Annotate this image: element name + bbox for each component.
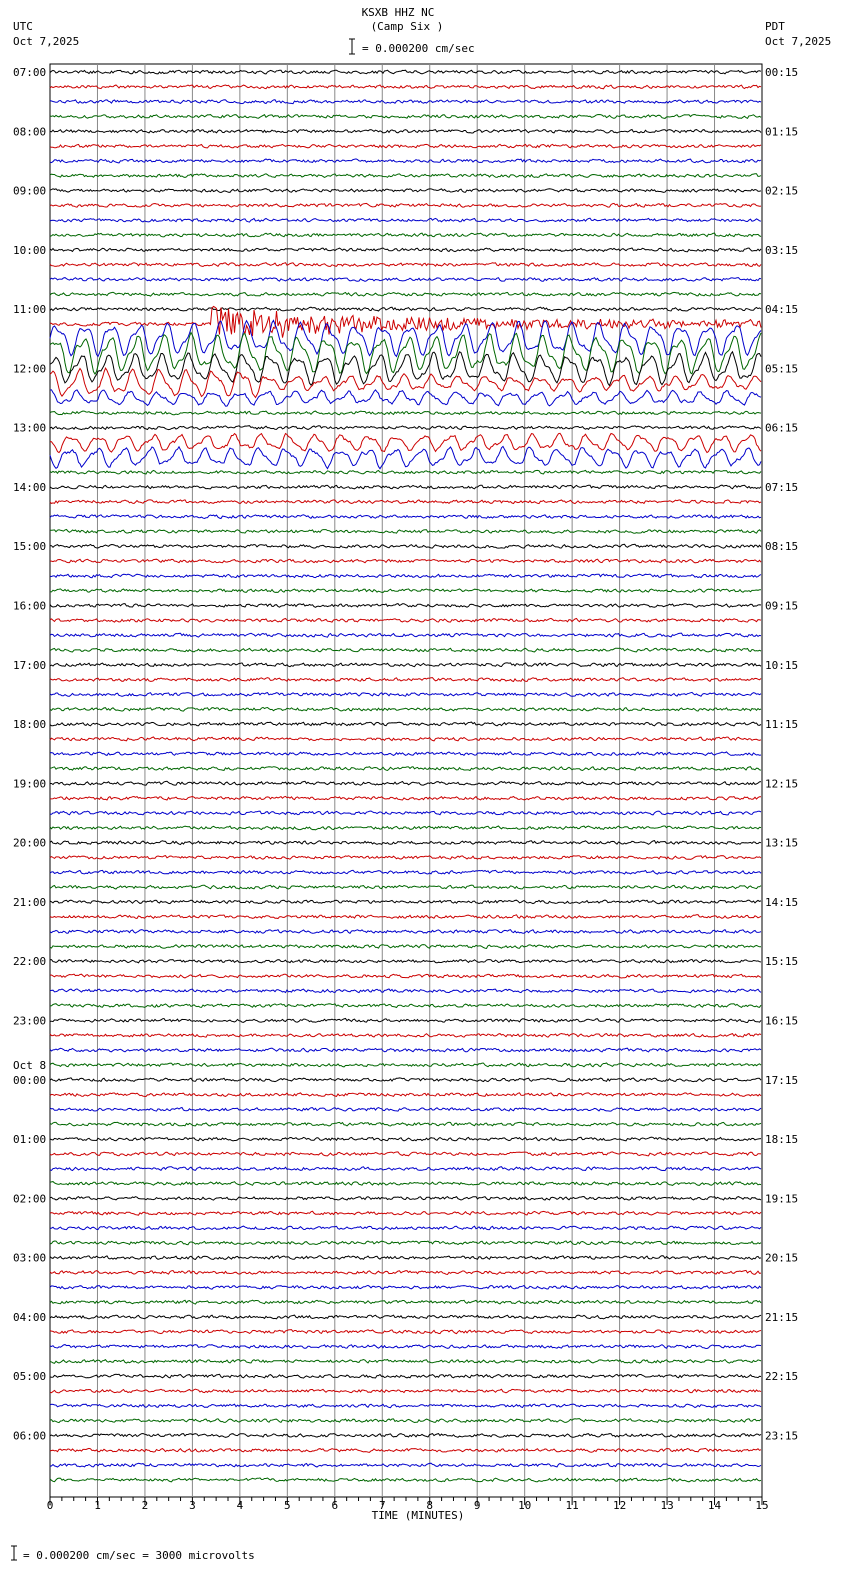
x-tick-label: 2 — [141, 1499, 149, 1512]
seismic-trace — [50, 1122, 761, 1126]
seismic-trace — [50, 1093, 761, 1097]
seismic-trace — [50, 722, 761, 726]
plot-frame — [50, 64, 762, 1497]
seismic-trace — [50, 233, 761, 237]
x-tick-label: 7 — [378, 1499, 386, 1512]
seismic-trace — [50, 737, 761, 741]
seismic-trace — [50, 781, 761, 785]
pdt-hour-label: 01:15 — [765, 125, 799, 139]
date-change-label: Oct 8 — [13, 1058, 47, 1072]
seismic-trace — [50, 1374, 761, 1378]
seismic-trace — [50, 1152, 761, 1156]
left-timezone-label: UTC — [13, 20, 33, 33]
pdt-hour-label: 08:15 — [765, 540, 799, 554]
utc-hour-label: 11:00 — [13, 303, 47, 317]
pdt-hour-label: 18:15 — [765, 1133, 799, 1146]
pdt-hour-label: 02:15 — [765, 184, 799, 198]
pdt-hour-label: 07:15 — [765, 481, 799, 494]
seismic-trace — [50, 1167, 761, 1171]
pdt-hour-label: 19:15 — [765, 1192, 799, 1206]
x-tick-label: 0 — [46, 1499, 54, 1512]
utc-hour-label: 14:00 — [13, 481, 47, 494]
utc-hour-label: 04:00 — [13, 1310, 47, 1324]
pdt-hour-label: 20:15 — [765, 1251, 799, 1265]
seismic-trace — [50, 426, 761, 430]
utc-hour-label: 05:00 — [13, 1370, 47, 1384]
seismic-trace — [50, 1315, 761, 1319]
seismic-trace — [50, 1137, 761, 1141]
pdt-hour-label: 15:15 — [765, 955, 799, 969]
seismic-trace — [50, 1330, 761, 1334]
utc-hour-label: 17:00 — [13, 658, 47, 672]
seismic-trace — [50, 174, 761, 178]
seismic-trace — [50, 100, 761, 104]
seismic-trace — [50, 500, 761, 504]
seismic-trace — [50, 278, 761, 282]
utc-hour-label: 22:00 — [13, 955, 47, 969]
station-title: KSXB HHZ NC — [361, 6, 435, 19]
seismic-trace — [50, 352, 761, 386]
utc-hour-label: 06:00 — [13, 1429, 47, 1443]
x-tick-label: 13 — [660, 1499, 674, 1512]
seismic-trace — [50, 663, 761, 667]
seismic-trace — [50, 1108, 761, 1112]
seismic-trace — [50, 900, 761, 904]
seismic-trace — [50, 263, 761, 267]
pdt-hour-label: 09:15 — [765, 599, 799, 613]
seismic-trace — [50, 618, 761, 622]
seismic-trace — [50, 470, 761, 474]
seismic-trace — [50, 604, 761, 608]
seismic-trace — [50, 115, 761, 119]
seismic-trace — [50, 1078, 761, 1082]
seismic-trace — [50, 70, 761, 74]
utc-hour-label: 21:00 — [13, 895, 47, 909]
x-tick-label: 11 — [565, 1499, 579, 1512]
seismic-trace — [50, 1063, 761, 1067]
seismic-trace — [50, 85, 761, 89]
seismic-trace — [50, 1419, 761, 1423]
pdt-hour-label: 00:15 — [765, 66, 799, 79]
pdt-hour-label: 10:15 — [765, 658, 799, 672]
seismic-trace — [50, 796, 761, 800]
seismic-trace — [50, 515, 761, 519]
utc-hour-label: 12:00 — [13, 362, 47, 376]
pdt-hour-label: 03:15 — [765, 243, 799, 257]
x-tick-label: 6 — [331, 1499, 339, 1512]
seismic-trace — [50, 856, 761, 860]
utc-hour-labels — [13, 66, 46, 1442]
seismic-trace — [50, 989, 761, 993]
seismic-trace — [50, 974, 761, 978]
seismic-trace — [50, 1448, 761, 1452]
seismic-trace — [50, 1004, 761, 1008]
seismic-trace — [50, 1300, 761, 1304]
pdt-hour-label: 22:15 — [765, 1370, 799, 1384]
seismic-trace — [50, 307, 761, 311]
utc-hour-label: 23:00 — [13, 1014, 47, 1028]
seismic-trace — [50, 130, 761, 134]
x-tick-label: 10 — [518, 1499, 532, 1512]
minute-grid — [50, 64, 762, 1497]
seismic-trace — [50, 1285, 761, 1289]
utc-hour-label: 03:00 — [13, 1251, 47, 1265]
seismic-trace — [50, 945, 761, 949]
seismic-trace — [50, 1048, 761, 1052]
seismic-trace — [50, 1256, 761, 1260]
seismic-trace — [50, 1182, 761, 1186]
x-tick-label: 3 — [189, 1499, 196, 1512]
seismic-trace — [50, 841, 761, 845]
seismic-trace — [50, 485, 761, 489]
seismic-trace — [50, 811, 761, 815]
pdt-hour-labels — [765, 66, 798, 1442]
seismic-trace — [50, 159, 761, 163]
x-tick-label: 8 — [426, 1499, 434, 1512]
seismic-trace — [50, 433, 761, 452]
seismic-trace — [50, 648, 761, 652]
utc-hour-label: 10:00 — [13, 243, 47, 257]
seismic-trace — [50, 752, 761, 756]
seismic-trace — [50, 1197, 761, 1201]
x-tick-label: 12 — [612, 1499, 627, 1512]
seismic-trace — [50, 574, 761, 578]
footer-scale-bar-icon — [11, 1546, 17, 1560]
seismic-trace — [50, 1226, 761, 1230]
seismic-trace — [50, 1389, 761, 1393]
header-scale-text: = 0.000200 cm/sec — [362, 42, 475, 55]
seismic-trace — [50, 692, 761, 696]
seismic-traces — [50, 70, 761, 1482]
utc-hour-label: 15:00 — [13, 540, 47, 554]
seismic-trace — [50, 1360, 761, 1364]
seismic-trace — [50, 1019, 761, 1023]
utc-hour-label: 00:00 — [13, 1073, 47, 1087]
seismic-trace — [50, 390, 761, 406]
seismic-trace — [50, 767, 761, 771]
pdt-hour-label: 05:15 — [765, 362, 799, 376]
pdt-hour-label: 23:15 — [765, 1429, 799, 1443]
pdt-hour-label: 21:15 — [765, 1310, 799, 1324]
pdt-hour-label: 16:15 — [765, 1014, 799, 1028]
seismic-trace — [50, 707, 761, 711]
seismic-trace — [50, 218, 761, 222]
seismic-trace — [50, 1241, 761, 1245]
seismic-trace — [50, 930, 761, 934]
x-tick-label: 14 — [707, 1499, 722, 1512]
seismic-trace — [50, 203, 761, 207]
right-timezone-label: PDT — [765, 20, 785, 33]
seismic-trace — [50, 885, 761, 889]
utc-hour-label: 16:00 — [13, 599, 47, 613]
utc-hour-label: 07:00 — [13, 66, 47, 79]
utc-hour-label: 20:00 — [13, 836, 47, 850]
seismic-trace — [50, 633, 761, 637]
seismic-trace — [50, 826, 761, 830]
seismic-trace — [50, 959, 761, 963]
footer-scale-text: = 0.000200 cm/sec = 3000 microvolts — [23, 1549, 255, 1562]
seismic-trace — [50, 248, 761, 252]
seismic-trace — [50, 678, 761, 682]
seismic-trace — [50, 1034, 761, 1038]
seismic-trace — [50, 530, 761, 534]
pdt-hour-label: 14:15 — [765, 895, 799, 909]
utc-hour-label: 02:00 — [13, 1192, 47, 1206]
utc-hour-label: 13:00 — [13, 421, 47, 435]
seismic-trace — [50, 544, 761, 548]
pdt-hour-label: 06:15 — [765, 421, 799, 435]
seismic-trace — [50, 589, 761, 593]
pdt-hour-label: 04:15 — [765, 303, 799, 317]
seismic-trace — [50, 292, 761, 296]
seismic-trace — [50, 1345, 761, 1349]
seismic-trace — [50, 915, 761, 919]
seismic-trace — [50, 306, 761, 337]
utc-hour-label: 18:00 — [13, 718, 47, 732]
utc-hour-label: 09:00 — [13, 184, 47, 198]
seismic-trace — [50, 1434, 761, 1438]
location-subtitle: (Camp Six ) — [370, 20, 444, 33]
seismic-trace — [50, 368, 761, 397]
seismic-trace — [50, 1463, 761, 1467]
seismic-trace — [50, 559, 761, 563]
pdt-hour-label: 13:15 — [765, 836, 799, 850]
pdt-hour-label: 12:15 — [765, 777, 799, 791]
seismic-trace — [50, 411, 761, 415]
utc-hour-label: 01:00 — [13, 1133, 47, 1146]
x-tick-label: 9 — [473, 1499, 481, 1512]
seismic-trace — [50, 1211, 761, 1215]
seismic-trace — [50, 870, 761, 874]
utc-hour-label: 19:00 — [13, 777, 47, 791]
x-tick-label: 4 — [236, 1499, 244, 1512]
utc-hour-label: 08:00 — [13, 125, 47, 139]
seismic-trace — [50, 189, 761, 193]
x-tick-label: 1 — [94, 1499, 101, 1512]
seismic-trace — [50, 1404, 761, 1408]
seismic-trace — [50, 1270, 761, 1274]
x-tick-label: 15 — [755, 1499, 769, 1512]
x-tick-label: 5 — [283, 1499, 291, 1512]
seismic-trace — [50, 144, 761, 148]
seismic-trace — [50, 1478, 761, 1482]
left-date-label: Oct 7,2025 — [13, 35, 80, 48]
pdt-hour-label: 17:15 — [765, 1073, 799, 1087]
right-date-label: Oct 7,2025 — [765, 35, 832, 48]
x-axis-title: TIME (MINUTES) — [371, 1509, 465, 1522]
pdt-hour-label: 11:15 — [765, 718, 799, 732]
header-scale-bar-icon — [349, 39, 355, 54]
